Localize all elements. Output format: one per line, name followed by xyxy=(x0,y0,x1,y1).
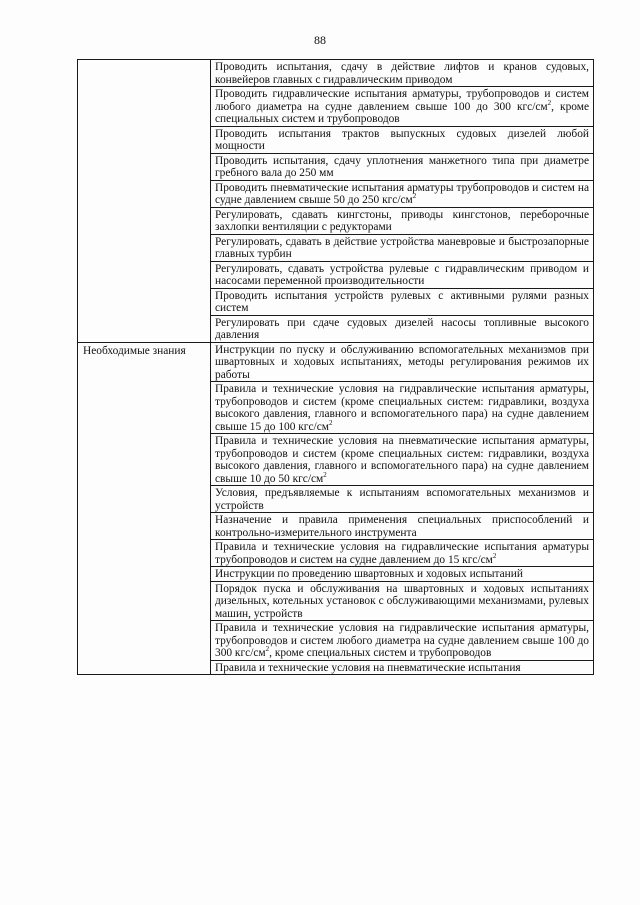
item-text: Правила и технические условия на пневматические испытания xyxy=(215,661,521,674)
item-superscript: 2 xyxy=(328,418,333,427)
item-text: Регулировать, сдавать в действие устройства маневровые и быстрозапорные главных турбин xyxy=(215,235,589,260)
item-text: Регулировать при сдаче судовых дизелей насосы топливные высокого давления xyxy=(215,316,589,341)
table-cell-item xyxy=(211,207,594,234)
item-text: Регулировать, сдавать устройства рулевые с гидравлическим приводом и насосами переменной производительности xyxy=(215,262,589,287)
table-cell-item xyxy=(211,382,594,434)
table-cell-item xyxy=(211,234,594,261)
item-text-after: , кроме специальных систем и трубопроводов xyxy=(269,647,492,659)
item-superscript: 2 xyxy=(412,192,417,201)
item-text: Проводить испытания трактов выпускных судовых дизелей любой мощности xyxy=(215,127,589,152)
section1-label-cell xyxy=(78,60,211,343)
item-text: Проводить пневматические испытания арматуры трубопроводов и систем на судне давлением свыше 50 до 250 кгс/см xyxy=(215,181,589,206)
table-cell-item xyxy=(211,288,594,315)
table-cell-item xyxy=(211,567,594,582)
table-cell-item xyxy=(211,581,594,621)
item-text: Регулировать, сдавать кингстоны, приводы кингстонов, переборочные захлопки вентиляции с редукторами xyxy=(215,208,589,233)
table-cell-item xyxy=(211,513,594,540)
item-text: Проводить гидравлические испытания арматуры, трубопроводов и систем любого диаметра на судне давлением свыше 100 до 300 кгс/см xyxy=(215,88,589,113)
table-cell-item xyxy=(211,180,594,207)
table-cell-item xyxy=(211,60,594,87)
required-knowledge-label-cell xyxy=(78,342,211,675)
table-cell-item xyxy=(211,315,594,342)
item-superscript: 2 xyxy=(547,98,552,107)
item-text-after: , кроме специальных систем и трубопроводов xyxy=(215,100,590,125)
item-superscript: 2 xyxy=(323,470,327,479)
table-cell-item xyxy=(211,126,594,153)
item-superscript: 2 xyxy=(265,645,270,654)
item-superscript: 2 xyxy=(492,551,497,560)
item-text: Правила и технические условия на гидравлические испытания арматуры трубопроводов и систем на судне давлением до 15 кгс/см xyxy=(215,541,589,566)
page-number: 88 xyxy=(314,33,326,47)
table-cell-item xyxy=(211,87,594,127)
item-text: Проводить испытания устройств рулевых с активными рулями разных систем xyxy=(215,289,589,314)
requirements-table xyxy=(77,59,594,675)
item-text: Порядок пуска и обслуживания на швартовных и ходовых испытаниях дизельных, котельных установок с обслуживающими механизмами, рулевых машин, устройств xyxy=(215,582,589,620)
item-text: Назначение и правила применения специальных приспособлений и контрольно-измерительного инструмента xyxy=(215,514,589,539)
item-text: Инструкции по проведению швартовных и ходовых испытаний xyxy=(215,568,523,580)
item-text: Условия, предъявляемые к испытаниям вспомогательных механизмов и устройств xyxy=(215,487,589,512)
table-row xyxy=(78,60,594,87)
item-text: Правила и технические условия на пневматические испытания арматуры, трубопроводов и систем (кроме специальных систем: гидравлики, воздуха высокого давления, главного и вспомогательного пара) на судне давлением свыше 10 до 50 кгс/см xyxy=(215,435,589,485)
table-cell-item xyxy=(211,486,594,513)
table-cell-item xyxy=(211,660,594,675)
item-text: Инструкции по пуску и обслуживанию вспомогательных механизмов при швартовных и ходовых испытаниях, методы регулирования режимов их работы xyxy=(215,343,589,381)
table-cell-item xyxy=(211,540,594,567)
required-knowledge-label: Необходимые знания xyxy=(83,344,186,357)
table-cell-item xyxy=(211,434,594,486)
item-text: Правила и технические условия на гидравлические испытания арматуры, трубопроводов и систем (кроме специальных систем: гидравлики, воздуха высокого давления, главного и вспомогательного пара) на судне давлением свыше 15 до 100 кгс/см xyxy=(215,383,589,433)
item-text: Проводить испытания, сдачу в действие лифтов и кранов судовых, конвейеров главных с гидравлическим приводом xyxy=(215,61,589,86)
table-cell-item xyxy=(211,621,594,661)
table-row xyxy=(78,342,594,382)
item-text: Правила и технические условия на гидравлические испытания арматуры, трубопроводов и систем любого диаметра на судне давлением свыше 100 до 300 кгс/см xyxy=(215,622,589,659)
table-cell-item xyxy=(211,153,594,180)
table-cell-item xyxy=(211,342,594,382)
item-text: Проводить испытания, сдачу уплотнения манжетного типа при диаметре гребного вала до 250 мм xyxy=(215,154,589,179)
table-cell-item xyxy=(211,261,594,288)
